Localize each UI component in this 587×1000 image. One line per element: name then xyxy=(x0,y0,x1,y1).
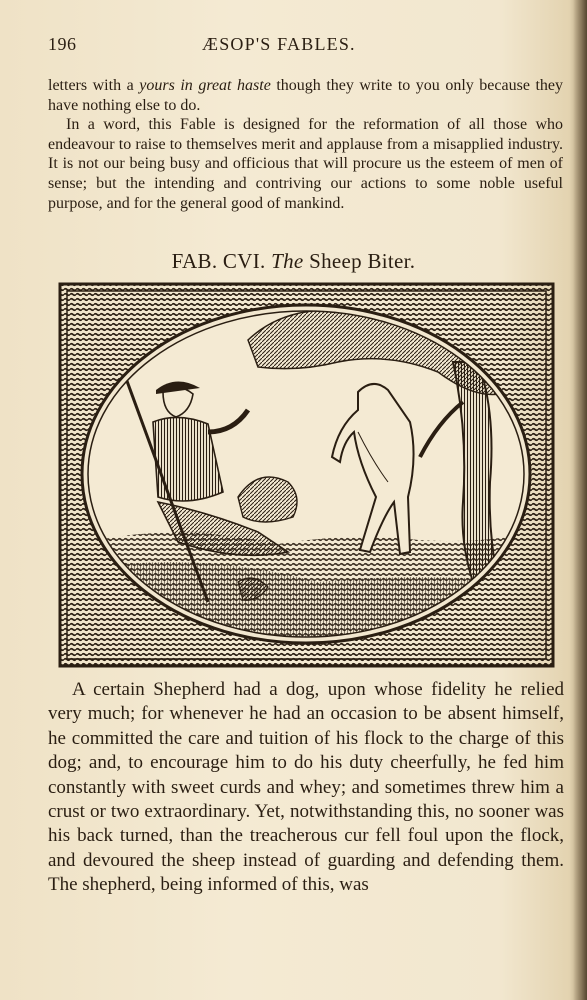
italic-phrase: yours in great haste xyxy=(139,77,271,94)
running-header xyxy=(48,34,559,60)
page-edge-shadow xyxy=(573,0,587,1000)
fable-paragraph: A certain Shepherd had a dog, upon whose fidelity he relied very much; for whenever he had an occasion to be absent himself, he committed the care and tuition of his flock to the charge of this dog; and, to encourage him to do his duty cheerfully, he fed him constantly with sweet curds and whey; and sometimes threw him a crust or two extraordinary. Yet, notwithstanding this, no sooner was his back turned, than the treacherous cur fell foul upon the flock, and devoured the sheep instead of guarding and defending them. The shepherd, being informed of this, was xyxy=(48,679,564,896)
running-title: ÆSOP'S FABLES. xyxy=(202,34,356,54)
fable-heading xyxy=(0,249,587,274)
fable-number: FAB. CVI. xyxy=(171,249,266,273)
moral-text xyxy=(48,76,563,213)
woodcut-illustration xyxy=(58,282,555,668)
fable-text xyxy=(48,678,564,898)
fable-title-name: Sheep Biter. xyxy=(309,249,416,273)
woodcut-image xyxy=(58,282,555,668)
fable-title-article: The xyxy=(271,249,304,273)
page-number: 196 xyxy=(48,34,77,54)
moral-paragraph-2: In a word, this Fable is designed for the reformation of all those who endeavour to raise to themselves merit and applause from a misapplied industry. It is not our being busy and officious that will procure us the esteem of men of sense; but the intending and contriving our actions to some noble useful purpose, and for the general good of mankind. xyxy=(48,116,563,212)
moral-paragraph-1: letters with a yours in great haste though they write to you only because they have nothing else to do. xyxy=(48,77,564,114)
